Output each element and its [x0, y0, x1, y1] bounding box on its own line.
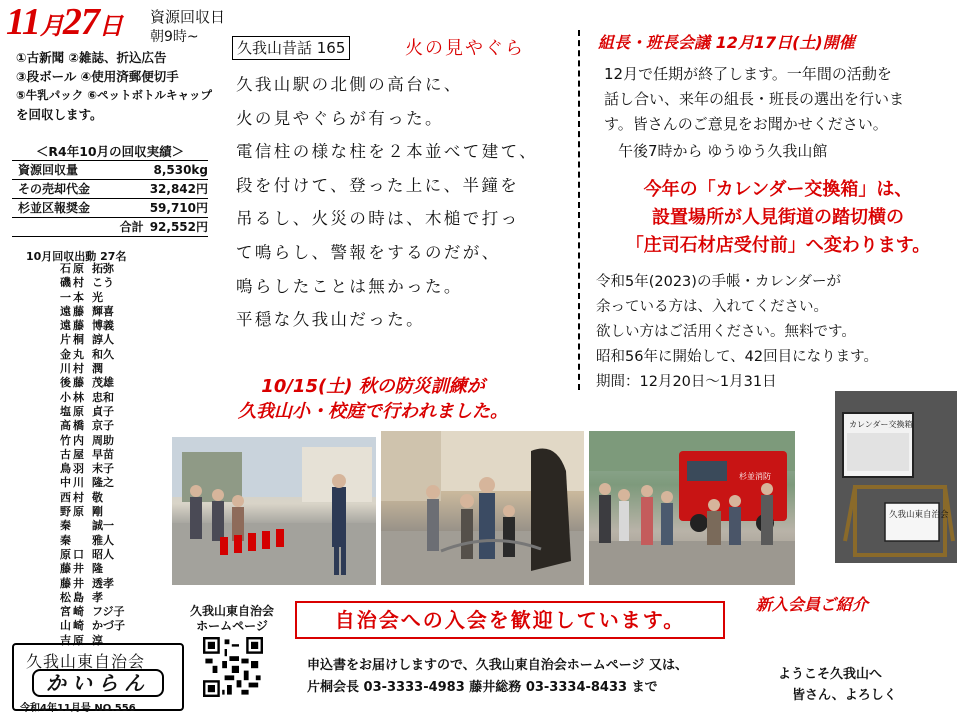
meeting-time: 午後7時から ゆうゆう久我山館	[618, 142, 828, 160]
volunteer-name: 古屋 早苗	[60, 447, 114, 461]
volunteer-name: 塩原 貞子	[60, 404, 114, 418]
story-line: 段を付けて、登った上に、半鐘を	[236, 175, 520, 195]
story-line: 電信柱の様な柱を２本並べて建て、	[236, 142, 539, 162]
volunteer-name: 高橋 京子	[60, 419, 114, 433]
volunteer-name: 野原 剛	[60, 505, 103, 519]
volunteer-name: 山崎 かづ子	[60, 619, 125, 633]
collection-date: 11月27日	[6, 1, 122, 43]
volunteer-name: 吉原 淳	[60, 633, 103, 647]
stats-row: その売却代金 32,842円	[12, 180, 208, 199]
volunteer-name: 金丸 和久	[60, 347, 114, 361]
volunteer-name: 原口 昭人	[60, 547, 114, 561]
new-members-heading: 新入会員ご紹介	[756, 595, 869, 614]
circular-notice-box	[12, 643, 184, 714]
volunteer-name: 中川 隆之	[60, 476, 114, 490]
story-line: 吊るし、火災の時は、木槌で打っ	[236, 209, 520, 229]
story-body	[236, 68, 538, 337]
volunteer-name: 小林 忠和	[60, 390, 114, 404]
recycling-item: ③段ボール ④使用済郵便切手	[16, 69, 179, 84]
story-line: 火の見やぐらが有った。	[236, 108, 444, 128]
calendar-exchange-box-photo	[835, 391, 957, 563]
stats-total-row: 合計 92,552円	[12, 218, 208, 237]
stats-title: ＜R4年10月の回収実績＞	[12, 142, 208, 161]
meeting-body: 12月で任期が終了します。一年間の活動を 話し合い、来年の組長・班長の選出を行いま す。皆さんのご意見をお聞かせください。	[604, 65, 905, 133]
activity-title: 10月回収出動 27名	[26, 250, 127, 263]
calendar-body: 令和5年(2023)の手帳・カレンダーが 余っている方は、入れてください。 欲しい方はご活用ください。無料です。 昭和56年に開始して、42回目になります。 期間：12月20日～1月31日	[596, 274, 878, 390]
calendar-notice: 今年の「カレンダー交換箱」は、 設置場所が人見街道の踏切横の 「庄司石材店受付前」へ変わります。	[625, 179, 931, 256]
volunteer-name: 鳥羽 末子	[60, 462, 114, 476]
drill-photo-smoke-tent	[381, 431, 584, 585]
drill-photo-fire-truck	[589, 431, 795, 585]
box-sign-text: カレンダー交換箱	[849, 420, 913, 429]
recycling-time: 朝9時~	[150, 29, 199, 45]
recycling-item: を回収します。	[16, 107, 103, 122]
recycling-item: ⑤牛乳パック ⑥ペットボトルキャップ	[16, 88, 212, 102]
stats-row: 資源回収量 8,530kg	[12, 161, 208, 180]
volunteer-name: 後藤 茂雄	[60, 376, 114, 390]
collection-stats	[12, 142, 208, 237]
story-line: 久我山駅の北側の高台に、	[236, 75, 463, 94]
homepage-label: 久我山東自治会 ホームページ	[189, 604, 274, 633]
story-line: 鳴らしたことは無かった。	[236, 276, 463, 296]
volunteer-name: 一本 光	[60, 290, 103, 304]
meeting-title: 組長・班長会議 12月17日(土)開催	[598, 33, 855, 52]
volunteer-name: 藤井 隆	[60, 562, 103, 576]
truck-label: 杉並消防	[739, 472, 771, 481]
circular-label: かいらん	[32, 669, 164, 697]
volunteer-name: 秦 誠一	[60, 519, 114, 533]
stats-row: 杉並区報奨金 59,710円	[12, 199, 208, 218]
volunteer-list	[60, 262, 125, 648]
volunteer-name: 川村 潤	[60, 362, 103, 376]
volunteer-name: 遠藤 輝喜	[60, 304, 114, 318]
volunteer-name: 磯村 こう	[60, 276, 114, 290]
volunteer-name: 石原 拓弥	[60, 262, 114, 275]
application-contact: 申込書をお届けしますので、久我山東自治会ホームページ 又は、 片桐会長 03-3333-4983 藤井総務 03-3334-8433 まで	[307, 658, 689, 695]
drill-headline: 10/15(土) 秋の防災訓練が 久我山小・校庭で行われました。	[238, 376, 508, 422]
story-line: て鳴らし、警報をするのだが、	[236, 242, 501, 262]
welcome-message: ようこそ久我山へ 皆さん、よろしく	[778, 667, 897, 703]
volunteer-name: 遠藤 博義	[60, 319, 114, 333]
volunteer-name: 片桐 諄人	[60, 333, 114, 347]
volunteer-name: 竹内 周助	[60, 433, 114, 447]
story-line: 平穏な久我山だった。	[236, 310, 425, 330]
volunteer-name: 松島 孝	[60, 590, 103, 604]
box-label-text: 久我山東自治会	[889, 510, 949, 520]
issue-number: 令和4年11月号 NO.556	[20, 703, 136, 714]
column-divider	[578, 30, 580, 390]
homepage-qr-code[interactable]	[203, 637, 263, 697]
volunteer-name: 西村 敬	[60, 490, 103, 504]
story-title: 火の見やぐら	[405, 38, 525, 59]
recycling-items	[16, 48, 236, 124]
join-welcome-banner: 自治会への入会を歓迎しています。	[295, 601, 725, 639]
recycling-day-title: 資源回収日	[150, 8, 226, 26]
drill-photo-fire-extinguisher	[172, 437, 376, 585]
volunteer-name: 宮崎 フジ子	[60, 605, 125, 619]
recycling-item: ①古新聞 ②雑誌、折込広告	[16, 50, 167, 65]
volunteer-name: 秦 雅人	[60, 533, 114, 547]
story-series-label: 久我山昔話 165	[232, 36, 350, 60]
volunteer-name: 藤井 透孝	[60, 576, 114, 590]
association-name: 久我山東自治会	[26, 652, 146, 671]
